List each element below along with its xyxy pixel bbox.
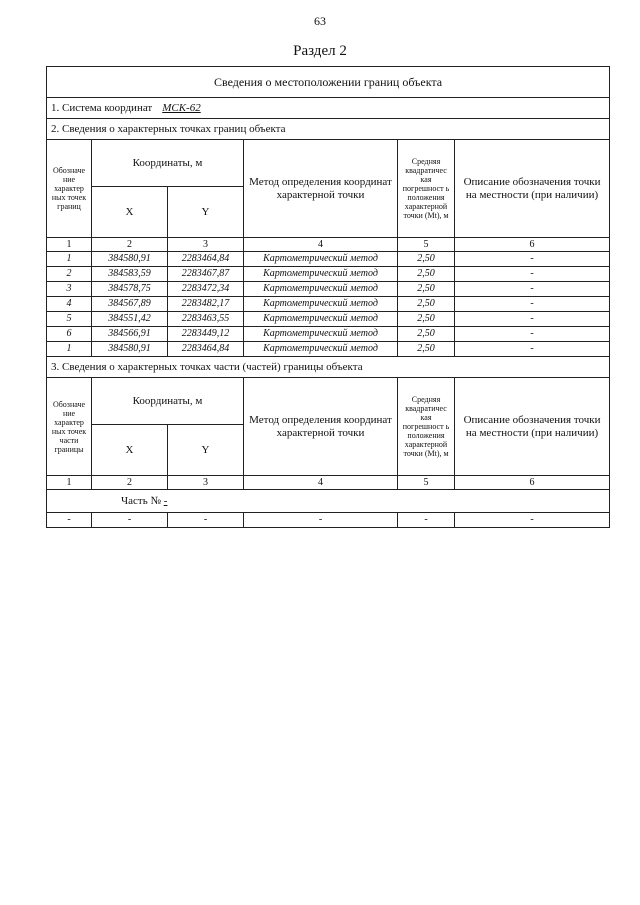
column-number-row <box>47 238 610 252</box>
table-row <box>47 282 610 297</box>
point-desc: - <box>455 252 610 267</box>
page-number: 63 <box>314 14 326 28</box>
point-desc: - <box>455 327 610 342</box>
point-method: Картометрический метод <box>244 297 398 312</box>
part-cell: - <box>244 513 398 528</box>
point-id: 3 <box>47 282 92 297</box>
table-row <box>47 297 610 312</box>
header-y: Y <box>168 187 244 238</box>
point-y: 2283472,34 <box>168 282 244 297</box>
col-num: 2 <box>92 238 168 252</box>
header2-method: Метод определения координат характерной точки <box>244 378 398 476</box>
point-method: Картометрический метод <box>244 342 398 357</box>
point-mt: 2,50 <box>398 252 455 267</box>
table-row <box>47 327 610 342</box>
part-label: Часть № <box>121 495 161 507</box>
col-num: 6 <box>455 238 610 252</box>
point-y: 2283464,84 <box>168 252 244 267</box>
part-cell: - <box>455 513 610 528</box>
point-mt: 2,50 <box>398 327 455 342</box>
header-x: X <box>92 187 168 238</box>
part-value: - <box>163 495 168 507</box>
point-y: 2283464,84 <box>168 342 244 357</box>
part-cell: - <box>398 513 455 528</box>
header-accuracy: Средняя квадратичес кая погрешност ь положения характерной точки (Mt), м <box>398 140 455 238</box>
point-method: Картометрический метод <box>244 282 398 297</box>
part-cell: - <box>168 513 244 528</box>
table-row <box>47 312 610 327</box>
col-num: 5 <box>398 238 455 252</box>
header2-y: Y <box>168 425 244 476</box>
header2-x: X <box>92 425 168 476</box>
col-num: 3 <box>168 238 244 252</box>
part-row <box>47 513 610 528</box>
point-id: 1 <box>47 252 92 267</box>
point-y: 2283463,55 <box>168 312 244 327</box>
coord-system-label: 1. Система координат <box>51 102 153 114</box>
col-num: 2 <box>92 476 168 490</box>
point-mt: 2,50 <box>398 282 455 297</box>
coord-system-row <box>47 98 610 119</box>
point-x: 384566,91 <box>92 327 168 342</box>
point-y: 2283467,87 <box>168 267 244 282</box>
point-x: 384580,91 <box>92 252 168 267</box>
point-id: 1 <box>47 342 92 357</box>
point-x: 384567,89 <box>92 297 168 312</box>
point-method: Картометрический метод <box>244 267 398 282</box>
point-mt: 2,50 <box>398 312 455 327</box>
section2-label: 2. Сведения о характерных точках границ объекта <box>47 119 610 140</box>
part-label-row <box>47 490 610 513</box>
section-title: Раздел 2 <box>293 43 347 59</box>
point-desc: - <box>455 267 610 282</box>
point-desc: - <box>455 312 610 327</box>
point-mt: 2,50 <box>398 297 455 312</box>
point-y: 2283482,17 <box>168 297 244 312</box>
col-num: 6 <box>455 476 610 490</box>
part-cell: - <box>47 513 92 528</box>
col-num: 3 <box>168 476 244 490</box>
point-x: 384578,75 <box>92 282 168 297</box>
col-num: 4 <box>244 476 398 490</box>
header-coords: Координаты, м <box>92 140 244 187</box>
point-id: 4 <box>47 297 92 312</box>
part-cell: - <box>92 513 168 528</box>
point-method: Картометрический метод <box>244 312 398 327</box>
header2-designation: Обозначе ние характер ных точек части границы <box>47 378 92 476</box>
header-description: Описание обозначения точки на местности (при наличии) <box>455 140 610 238</box>
col-num: 5 <box>398 476 455 490</box>
table-title: Сведения о местоположении границ объекта <box>47 67 610 98</box>
point-x: 384583,59 <box>92 267 168 282</box>
header-designation: Обозначе ние характер ных точек границ <box>47 140 92 238</box>
point-desc: - <box>455 342 610 357</box>
column-number-row-2 <box>47 476 610 490</box>
point-mt: 2,50 <box>398 342 455 357</box>
point-y: 2283449,12 <box>168 327 244 342</box>
col-num: 1 <box>47 476 92 490</box>
point-desc: - <box>455 282 610 297</box>
col-num: 4 <box>244 238 398 252</box>
point-mt: 2,50 <box>398 267 455 282</box>
col-num: 1 <box>47 238 92 252</box>
header-method: Метод определения координат характерной точки <box>244 140 398 238</box>
table-row <box>47 267 610 282</box>
point-method: Картометрический метод <box>244 252 398 267</box>
point-x: 384551,42 <box>92 312 168 327</box>
table-row <box>47 252 610 267</box>
point-id: 5 <box>47 312 92 327</box>
section3-label: 3. Сведения о характерных точках части (частей) границы объекта <box>47 357 610 378</box>
header2-coords: Координаты, м <box>92 378 244 425</box>
coord-system-value: МСК-62 <box>162 102 201 114</box>
point-method: Картометрический метод <box>244 327 398 342</box>
point-x: 384580,91 <box>92 342 168 357</box>
header2-accuracy: Средняя квадратичес кая погрешност ь положения характерной точки (Mt), м <box>398 378 455 476</box>
point-id: 2 <box>47 267 92 282</box>
point-id: 6 <box>47 327 92 342</box>
point-desc: - <box>455 297 610 312</box>
table-row <box>47 342 610 357</box>
boundary-table <box>46 66 610 528</box>
header2-description: Описание обозначения точки на местности (при наличии) <box>455 378 610 476</box>
